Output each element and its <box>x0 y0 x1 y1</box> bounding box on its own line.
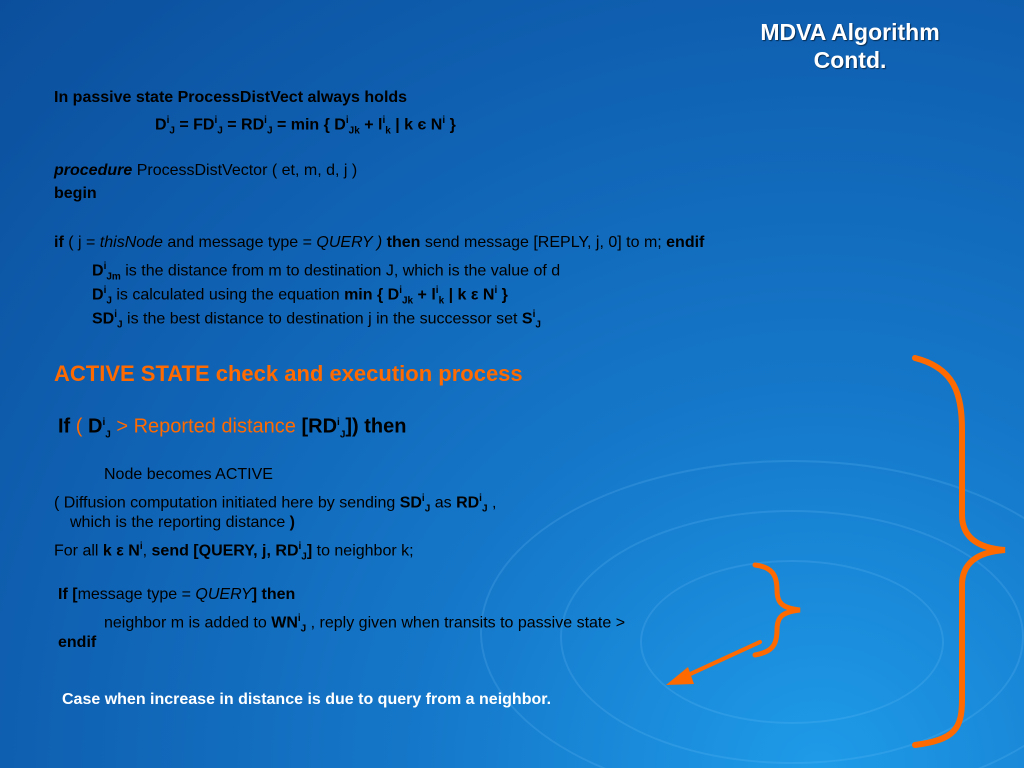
then-keyword: then <box>382 234 421 251</box>
reporting-text: which is the reporting distance <box>70 514 290 531</box>
note-sub: Jm <box>106 271 121 283</box>
eq-text: + l <box>359 116 383 134</box>
then-keyword: then <box>358 415 407 438</box>
forall-text: to neighbor k; <box>312 542 414 560</box>
eq-sup: i <box>345 115 349 126</box>
arrow-line <box>686 642 760 676</box>
note-symbol: S <box>521 310 533 328</box>
eq-sub: J <box>169 125 175 137</box>
condition-text: > Reported distance <box>110 415 302 438</box>
forall-sup: i <box>298 541 302 552</box>
forall-text: , <box>142 542 152 560</box>
condition-symbol: ]) <box>345 415 359 438</box>
eq-text: | k є N <box>390 116 443 134</box>
condition-sup: i <box>102 417 106 428</box>
query-text: QUERY ) <box>316 234 383 251</box>
eq-sup: i <box>166 115 170 126</box>
eq-text: = FD <box>174 116 215 134</box>
note-symbol: D <box>92 286 104 304</box>
neighbor-text: neighbor m is added to <box>104 614 272 632</box>
condition-symbol: [RD <box>301 415 338 438</box>
condition-text: ( <box>70 415 88 438</box>
title-line-2: Contd. <box>813 47 887 73</box>
note-text: is the distance from m to destination J, which is the value of d <box>120 262 561 280</box>
eq-text: } <box>445 116 456 134</box>
if-text: ( j = <box>63 234 100 251</box>
note-symbol: D <box>92 262 104 280</box>
eq-sub: J <box>217 125 223 137</box>
forall-symbol: send [QUERY, j, RD <box>151 542 299 560</box>
note-text: is the best distance to destination j in the successor set <box>122 310 522 328</box>
note-symbol: SD <box>92 310 115 328</box>
caption: Case when increase in distance is due to query from a neighbor. <box>62 691 552 708</box>
neighbor-symbol: WN <box>271 614 298 632</box>
note-sup: i <box>494 285 498 296</box>
query-text: message type = <box>77 586 196 603</box>
note-sub: J <box>117 319 123 331</box>
note-sub: Jk <box>401 295 414 307</box>
diffusion-sub: J <box>481 503 488 515</box>
if-keyword: if <box>54 234 64 251</box>
if-keyword: If <box>58 415 71 438</box>
procedure-keyword: procedure <box>54 162 133 179</box>
diffusion-sup: i <box>421 493 425 504</box>
condition-sub: J <box>105 429 111 441</box>
if-text: and message type = <box>162 234 317 251</box>
reporting-paren: ) <box>289 514 295 531</box>
note-eq: } <box>497 286 508 304</box>
eq-sup: i <box>382 115 386 126</box>
diffusion-text: ( Diffusion computation initiated here by sending <box>54 494 400 512</box>
eq-text: = min { D <box>272 116 346 134</box>
condition-symbol: D <box>88 415 103 438</box>
eq-text: = RD <box>222 116 265 134</box>
begin-keyword: begin <box>54 185 97 202</box>
note-eq: min { D <box>344 286 400 304</box>
note-sup: i <box>114 309 118 320</box>
forall-symbol: ] <box>306 542 313 560</box>
node-active-line: Node becomes ACTIVE <box>104 466 273 483</box>
if-keyword: If <box>58 586 68 603</box>
bracket: [ <box>67 586 78 603</box>
diffusion-symbol: RD <box>456 494 480 512</box>
note-sup: i <box>399 285 402 296</box>
procedure-name: ProcessDistVector ( et, m, d, j ) <box>132 162 358 179</box>
note-sup: i <box>103 285 107 296</box>
note-sub: J <box>535 319 541 331</box>
condition-sup: i <box>337 417 340 428</box>
neighbor-sup: i <box>297 613 301 624</box>
eq-symbol: D <box>155 116 167 134</box>
query-italic: QUERY <box>195 586 252 603</box>
eq-sub: J <box>266 125 273 137</box>
forall-text: For all <box>54 542 103 560</box>
thisnode-text: thisNode <box>99 234 163 251</box>
passive-statement: In passive state ProcessDistVect always holds <box>54 89 408 106</box>
large-brace <box>915 358 1005 745</box>
diffusion-text: , <box>487 494 497 512</box>
diffusion-text: as <box>430 494 457 512</box>
neighbor-text: , reply given when transits to passive state > <box>306 614 626 632</box>
note-sup: i <box>435 285 439 296</box>
neighbor-sub: J <box>300 623 307 635</box>
title-line-1: MDVA Algorithm <box>760 19 940 45</box>
diffusion-symbol: SD <box>399 494 422 512</box>
arrow-head <box>666 667 694 685</box>
then-keyword: then <box>257 586 296 603</box>
note-sub: k <box>438 295 445 307</box>
eq-sup: i <box>214 115 218 126</box>
endif-keyword: endif <box>58 634 97 651</box>
eq-sup: i <box>442 115 446 126</box>
note-text: is calculated using the equation <box>111 286 345 304</box>
forall-symbol: k ε N <box>102 542 140 560</box>
eq-sub: k <box>385 125 391 137</box>
note-sup: i <box>103 261 107 272</box>
bracket: ] <box>251 586 258 603</box>
eq-sub: Jk <box>348 125 360 137</box>
note-eq: + l <box>413 286 436 304</box>
if-text: send message [REPLY, j, 0] to m; <box>420 234 667 251</box>
diffusion-sup: i <box>479 493 482 504</box>
note-sub: J <box>106 295 112 307</box>
eq-sup: i <box>264 115 267 126</box>
note-eq: | k ε N <box>444 286 495 304</box>
forall-sup: i <box>139 541 143 552</box>
forall-sub: J <box>301 551 307 563</box>
note-sup: i <box>532 309 536 320</box>
active-heading: ACTIVE STATE check and execution process <box>54 361 523 386</box>
diffusion-sub: J <box>424 503 431 515</box>
condition-sub: J <box>339 429 346 441</box>
endif-keyword: endif <box>666 234 705 251</box>
